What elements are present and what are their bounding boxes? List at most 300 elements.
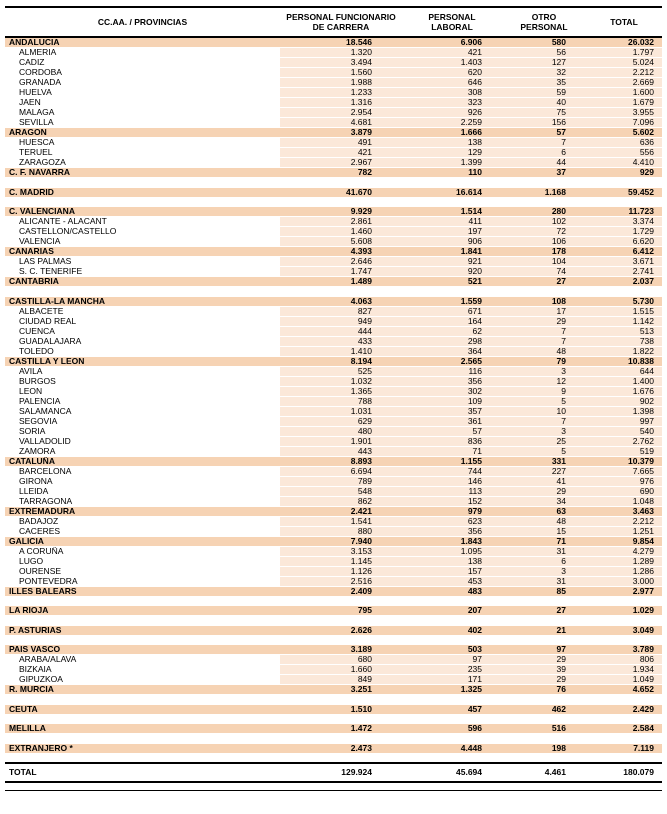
province-row [5, 68, 662, 78]
value-cell: 1.489 [280, 277, 402, 287]
value-cell: 57 [402, 426, 502, 436]
value-cell: 357 [402, 406, 502, 416]
row-label: GALICIA [5, 536, 280, 546]
value-cell: 116 [402, 366, 502, 376]
row-label: ALICANTE - ALACANT [5, 217, 280, 227]
value-cell: 108 [502, 297, 586, 307]
community-row [5, 356, 662, 366]
row-label: LLEIDA [5, 486, 280, 496]
bottom-rule [5, 790, 662, 791]
row-label: C. VALENCIANA [5, 207, 280, 217]
value-cell: 85 [502, 586, 586, 596]
column-header: PERSONAL FUNCIONARIO DE CARRERA [280, 7, 402, 37]
section-gap [5, 287, 662, 297]
value-cell: 17 [502, 306, 586, 316]
value-cell: 41.670 [280, 188, 402, 198]
gap-cell [5, 197, 662, 207]
value-cell: 197 [402, 227, 502, 237]
value-cell: 997 [586, 416, 662, 426]
column-header: TOTAL [586, 7, 662, 37]
community-row [5, 645, 662, 655]
province-row [5, 665, 662, 675]
row-label: TOTAL [5, 763, 280, 782]
column-header: PERSONAL LABORAL [402, 7, 502, 37]
value-cell: 2.626 [280, 626, 402, 636]
value-cell: 308 [402, 88, 502, 98]
row-label: LAS PALMAS [5, 257, 280, 267]
province-row [5, 227, 662, 237]
row-label: C. MADRID [5, 188, 280, 198]
value-cell: 127 [502, 58, 586, 68]
province-row [5, 446, 662, 456]
value-cell: 671 [402, 306, 502, 316]
value-cell: 1.029 [586, 606, 662, 616]
value-cell: 3.049 [586, 626, 662, 636]
value-cell: 25 [502, 436, 586, 446]
value-cell: 34 [502, 496, 586, 506]
value-cell: 1.729 [586, 227, 662, 237]
value-cell: 513 [586, 326, 662, 336]
value-cell: 10 [502, 406, 586, 416]
value-cell: 4.279 [586, 546, 662, 556]
value-cell: 1.403 [402, 58, 502, 68]
value-cell: 178 [502, 247, 586, 257]
community-row [5, 456, 662, 466]
province-row [5, 526, 662, 536]
value-cell: 40 [502, 98, 586, 108]
row-label: OURENSE [5, 566, 280, 576]
value-cell: 906 [402, 237, 502, 247]
row-label: LA RIOJA [5, 606, 280, 616]
value-cell: 1.155 [402, 456, 502, 466]
community-row [5, 188, 662, 198]
value-cell: 636 [586, 138, 662, 148]
value-cell: 3.189 [280, 645, 402, 655]
column-header: OTRO PERSONAL [502, 7, 586, 37]
value-cell: 2.259 [402, 118, 502, 128]
value-cell: 926 [402, 108, 502, 118]
value-cell: 27 [502, 277, 586, 287]
value-cell: 1.145 [280, 556, 402, 566]
value-cell: 72 [502, 227, 586, 237]
value-cell: 1.747 [280, 267, 402, 277]
value-cell: 3.374 [586, 217, 662, 227]
value-cell: 9 [502, 386, 586, 396]
value-cell: 1.286 [586, 566, 662, 576]
value-cell: 79 [502, 356, 586, 366]
value-cell: 7 [502, 336, 586, 346]
value-cell: 1.251 [586, 526, 662, 536]
value-cell: 26.032 [586, 37, 662, 48]
value-cell: 171 [402, 675, 502, 685]
gap-cell [5, 596, 662, 606]
row-label: ALMERIA [5, 48, 280, 58]
value-cell: 3 [502, 366, 586, 376]
value-cell: 3.671 [586, 257, 662, 267]
value-cell: 2.421 [280, 506, 402, 516]
value-cell: 1.126 [280, 566, 402, 576]
value-cell: 76 [502, 685, 586, 695]
value-cell: 356 [402, 376, 502, 386]
value-cell: 56 [502, 48, 586, 58]
province-row [5, 436, 662, 446]
value-cell: 1.031 [280, 406, 402, 416]
value-cell: 880 [280, 526, 402, 536]
row-label: ZAMORA [5, 446, 280, 456]
value-cell: 74 [502, 267, 586, 277]
value-cell: 361 [402, 416, 502, 426]
personnel-table [5, 6, 662, 783]
header-row [5, 7, 662, 37]
value-cell: 6 [502, 148, 586, 158]
community-row [5, 128, 662, 138]
section-gap [5, 178, 662, 188]
row-label: MELILLA [5, 724, 280, 734]
community-row [5, 536, 662, 546]
row-label: TERUEL [5, 148, 280, 158]
value-cell: 32 [502, 68, 586, 78]
row-label: BURGOS [5, 376, 280, 386]
value-cell: 921 [402, 257, 502, 267]
value-cell: 1.398 [586, 406, 662, 416]
row-label: CASTILLA-LA MANCHA [5, 297, 280, 307]
value-cell: 7 [502, 416, 586, 426]
value-cell: 29 [502, 655, 586, 665]
gap-cell [5, 287, 662, 297]
value-cell: 1.934 [586, 665, 662, 675]
province-row [5, 406, 662, 416]
row-label: MALAGA [5, 108, 280, 118]
value-cell: 364 [402, 346, 502, 356]
province-row [5, 108, 662, 118]
value-cell: 4.681 [280, 118, 402, 128]
value-cell: 75 [502, 108, 586, 118]
province-row [5, 476, 662, 486]
value-cell: 680 [280, 655, 402, 665]
row-label: SORIA [5, 426, 280, 436]
value-cell: 138 [402, 556, 502, 566]
value-cell: 5.024 [586, 58, 662, 68]
row-label: CIUDAD REAL [5, 316, 280, 326]
community-row [5, 297, 662, 307]
value-cell: 1.410 [280, 346, 402, 356]
value-cell: 29 [502, 316, 586, 326]
value-cell: 106 [502, 237, 586, 247]
value-cell: 9.854 [586, 536, 662, 546]
column-header: CC.AA. / PROVINCIAS [5, 7, 280, 37]
gap-cell [5, 734, 662, 744]
value-cell: 31 [502, 546, 586, 556]
community-row [5, 207, 662, 217]
province-row [5, 416, 662, 426]
province-row [5, 237, 662, 247]
province-row [5, 48, 662, 58]
value-cell: 1.142 [586, 316, 662, 326]
value-cell: 3.955 [586, 108, 662, 118]
row-label: CATALUÑA [5, 456, 280, 466]
value-cell: 580 [502, 37, 586, 48]
value-cell: 129.924 [280, 763, 402, 782]
value-cell: 2.669 [586, 78, 662, 88]
province-row [5, 316, 662, 326]
value-cell: 1.541 [280, 516, 402, 526]
value-cell: 2.037 [586, 277, 662, 287]
value-cell: 2.565 [402, 356, 502, 366]
value-cell: 4.461 [502, 763, 586, 782]
value-cell: 323 [402, 98, 502, 108]
row-label: TARRAGONA [5, 496, 280, 506]
value-cell: 207 [402, 606, 502, 616]
value-cell: 1.600 [586, 88, 662, 98]
row-label: TOLEDO [5, 346, 280, 356]
value-cell: 2.861 [280, 217, 402, 227]
value-cell: 1.515 [586, 306, 662, 316]
row-label: AVILA [5, 366, 280, 376]
value-cell: 2.954 [280, 108, 402, 118]
row-label: CANARIAS [5, 247, 280, 257]
value-cell: 235 [402, 665, 502, 675]
row-label: A CORUÑA [5, 546, 280, 556]
row-label: PALENCIA [5, 396, 280, 406]
row-label: GUADALAJARA [5, 336, 280, 346]
value-cell: 421 [402, 48, 502, 58]
value-cell: 62 [402, 326, 502, 336]
row-label: CADIZ [5, 58, 280, 68]
value-cell: 102 [502, 217, 586, 227]
section-gap [5, 635, 662, 645]
value-cell: 71 [502, 536, 586, 546]
row-label: GIPUZKOA [5, 675, 280, 685]
gap-cell [5, 695, 662, 705]
value-cell: 644 [586, 366, 662, 376]
value-cell: 596 [402, 724, 502, 734]
value-cell: 1.320 [280, 48, 402, 58]
value-cell: 104 [502, 257, 586, 267]
value-cell: 5 [502, 446, 586, 456]
value-cell: 27 [502, 606, 586, 616]
value-cell: 180.079 [586, 763, 662, 782]
province-row [5, 466, 662, 476]
province-row [5, 675, 662, 685]
section-gap [5, 714, 662, 724]
value-cell: 480 [280, 426, 402, 436]
value-cell: 519 [586, 446, 662, 456]
value-cell: 1.399 [402, 158, 502, 168]
value-cell: 1.048 [586, 496, 662, 506]
value-cell: 1.289 [586, 556, 662, 566]
value-cell: 7 [502, 138, 586, 148]
value-cell: 31 [502, 576, 586, 586]
value-cell: 7.665 [586, 466, 662, 476]
row-label: HUELVA [5, 88, 280, 98]
value-cell: 521 [402, 277, 502, 287]
value-cell: 1.510 [280, 705, 402, 715]
value-cell: 1.679 [586, 98, 662, 108]
province-row [5, 655, 662, 665]
value-cell: 7.940 [280, 536, 402, 546]
province-row [5, 516, 662, 526]
value-cell: 71 [402, 446, 502, 456]
value-cell: 525 [280, 366, 402, 376]
value-cell: 690 [586, 486, 662, 496]
row-label: C. F. NAVARRA [5, 168, 280, 178]
province-row [5, 336, 662, 346]
gap-cell [5, 178, 662, 188]
value-cell: 744 [402, 466, 502, 476]
province-row [5, 556, 662, 566]
value-cell: 48 [502, 346, 586, 356]
value-cell: 356 [402, 526, 502, 536]
community-row [5, 705, 662, 715]
value-cell: 1.095 [402, 546, 502, 556]
row-label: EXTRANJERO * [5, 744, 280, 754]
value-cell: 227 [502, 466, 586, 476]
value-cell: 48 [502, 516, 586, 526]
value-cell: 1.460 [280, 227, 402, 237]
value-cell: 516 [502, 724, 586, 734]
value-cell: 1.559 [402, 297, 502, 307]
value-cell: 4.063 [280, 297, 402, 307]
row-label: ARAGON [5, 128, 280, 138]
province-row [5, 148, 662, 158]
community-row [5, 277, 662, 287]
row-label: ARABA/ALAVA [5, 655, 280, 665]
community-row [5, 37, 662, 48]
value-cell: 6.620 [586, 237, 662, 247]
value-cell: 4.652 [586, 685, 662, 695]
value-cell: 7 [502, 326, 586, 336]
section-gap [5, 616, 662, 626]
row-label: ZARAGOZA [5, 158, 280, 168]
row-label: CASTILLA Y LEON [5, 356, 280, 366]
community-row [5, 606, 662, 616]
community-row [5, 586, 662, 596]
value-cell: 41 [502, 476, 586, 486]
table-header [5, 7, 662, 37]
value-cell: 556 [586, 148, 662, 158]
row-label: CANTABRIA [5, 277, 280, 287]
row-label: R. MURCIA [5, 685, 280, 695]
value-cell: 491 [280, 138, 402, 148]
value-cell: 920 [402, 267, 502, 277]
value-cell: 1.365 [280, 386, 402, 396]
value-cell: 433 [280, 336, 402, 346]
value-cell: 1.660 [280, 665, 402, 675]
value-cell: 1.841 [402, 247, 502, 257]
community-row [5, 626, 662, 636]
value-cell: 806 [586, 655, 662, 665]
value-cell: 3.789 [586, 645, 662, 655]
province-row [5, 267, 662, 277]
row-label: PAIS VASCO [5, 645, 280, 655]
value-cell: 6.694 [280, 466, 402, 476]
value-cell: 421 [280, 148, 402, 158]
row-label: CACERES [5, 526, 280, 536]
province-row [5, 217, 662, 227]
value-cell: 789 [280, 476, 402, 486]
value-cell: 1.666 [402, 128, 502, 138]
value-cell: 18.546 [280, 37, 402, 48]
value-cell: 7.119 [586, 744, 662, 754]
value-cell: 4.393 [280, 247, 402, 257]
value-cell: 1.988 [280, 78, 402, 88]
value-cell: 1.843 [402, 536, 502, 546]
value-cell: 2.646 [280, 257, 402, 267]
value-cell: 8.194 [280, 356, 402, 366]
value-cell: 629 [280, 416, 402, 426]
value-cell: 788 [280, 396, 402, 406]
value-cell: 29 [502, 675, 586, 685]
value-cell: 7.096 [586, 118, 662, 128]
value-cell: 97 [402, 655, 502, 665]
row-label: BIZKAIA [5, 665, 280, 675]
value-cell: 929 [586, 168, 662, 178]
value-cell: 113 [402, 486, 502, 496]
value-cell: 836 [402, 436, 502, 446]
section-gap [5, 197, 662, 207]
province-row [5, 78, 662, 88]
row-label: JAEN [5, 98, 280, 108]
gap-cell [5, 753, 662, 763]
value-cell: 1.233 [280, 88, 402, 98]
value-cell: 129 [402, 148, 502, 158]
community-row [5, 168, 662, 178]
value-cell: 2.409 [280, 586, 402, 596]
value-cell: 2.741 [586, 267, 662, 277]
province-row [5, 546, 662, 556]
value-cell: 298 [402, 336, 502, 346]
value-cell: 198 [502, 744, 586, 754]
province-row [5, 576, 662, 586]
value-cell: 97 [502, 645, 586, 655]
value-cell: 5 [502, 396, 586, 406]
value-cell: 57 [502, 128, 586, 138]
value-cell: 949 [280, 316, 402, 326]
community-row [5, 685, 662, 695]
gap-cell [5, 714, 662, 724]
value-cell: 3.879 [280, 128, 402, 138]
value-cell: 2.473 [280, 744, 402, 754]
province-row [5, 306, 662, 316]
value-cell: 331 [502, 456, 586, 466]
value-cell: 411 [402, 217, 502, 227]
community-row [5, 247, 662, 257]
value-cell: 503 [402, 645, 502, 655]
section-gap [5, 695, 662, 705]
value-cell: 63 [502, 506, 586, 516]
value-cell: 1.676 [586, 386, 662, 396]
value-cell: 862 [280, 496, 402, 506]
section-gap [5, 753, 662, 763]
province-row [5, 98, 662, 108]
row-label: GIRONA [5, 476, 280, 486]
row-label: PONTEVEDRA [5, 576, 280, 586]
community-row [5, 506, 662, 516]
value-cell: 1.514 [402, 207, 502, 217]
value-cell: 3 [502, 566, 586, 576]
value-cell: 1.797 [586, 48, 662, 58]
total-row [5, 763, 662, 782]
province-row [5, 88, 662, 98]
value-cell: 2.212 [586, 68, 662, 78]
row-label: P. ASTURIAS [5, 626, 280, 636]
row-label: VALENCIA [5, 237, 280, 247]
value-cell: 444 [280, 326, 402, 336]
value-cell: 1.472 [280, 724, 402, 734]
value-cell: 29 [502, 486, 586, 496]
value-cell: 443 [280, 446, 402, 456]
value-cell: 302 [402, 386, 502, 396]
